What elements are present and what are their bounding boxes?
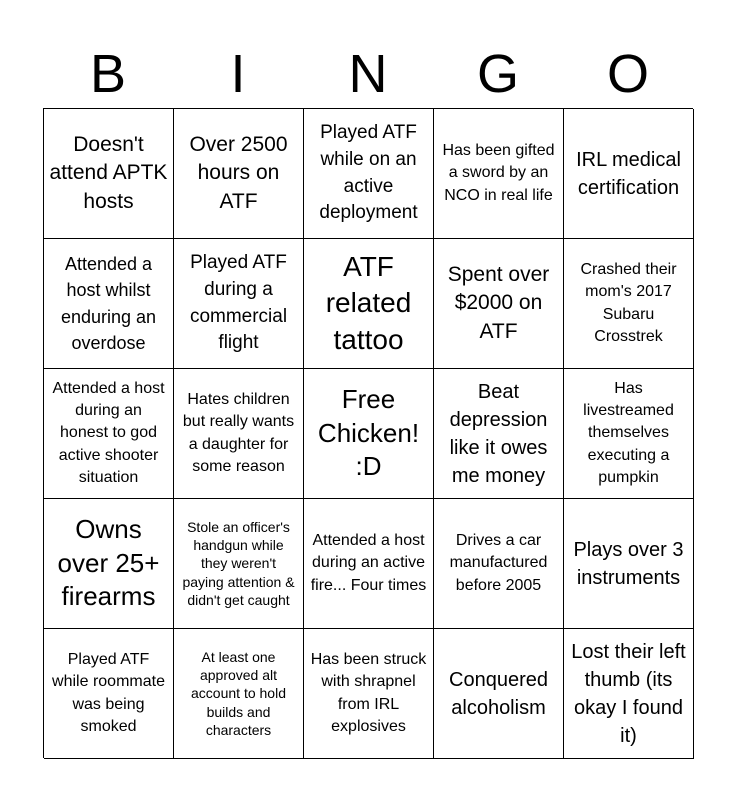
bingo-cell[interactable]: Played ATF while on an active deployment bbox=[304, 109, 434, 239]
bingo-cell[interactable]: Plays over 3 instruments bbox=[564, 499, 694, 629]
bingo-cell[interactable]: Doesn't attend APTK hosts bbox=[44, 109, 174, 239]
bingo-cell[interactable]: Free Chicken! :D bbox=[304, 369, 434, 499]
bingo-cell[interactable]: Beat depression like it owes me money bbox=[434, 369, 564, 499]
bingo-cell[interactable]: ATF related tattoo bbox=[304, 239, 434, 369]
bingo-header bbox=[43, 40, 693, 108]
bingo-cell[interactable]: At least one approved alt account to hold builds and characters bbox=[174, 629, 304, 759]
bingo-cell[interactable]: Has been gifted a sword by an NCO in real life bbox=[434, 109, 564, 239]
header-letter-n: N bbox=[348, 44, 388, 104]
bingo-cell[interactable]: Over 2500 hours on ATF bbox=[174, 109, 304, 239]
bingo-cell[interactable]: Attended a host during an active fire... Four times bbox=[304, 499, 434, 629]
bingo-cell[interactable]: Crashed their mom's 2017 Subaru Crosstrek bbox=[564, 239, 694, 369]
bingo-cell[interactable]: Has been struck with shrapnel from IRL explosives bbox=[304, 629, 434, 759]
header-letter-b: B bbox=[89, 44, 127, 104]
header-letter-i: I bbox=[230, 44, 246, 104]
bingo-cell[interactable]: Conquered alcoholism bbox=[434, 629, 564, 759]
bingo-cell[interactable]: Hates children but really wants a daughter for some reason bbox=[174, 369, 304, 499]
bingo-cell[interactable]: Lost their left thumb (its okay I found it) bbox=[564, 629, 694, 759]
bingo-cell[interactable]: IRL medical certification bbox=[564, 109, 694, 239]
header-letter-o: O bbox=[606, 44, 649, 104]
bingo-cell[interactable]: Played ATF while roommate was being smoked bbox=[44, 629, 174, 759]
bingo-cell[interactable]: Drives a car manufactured before 2005 bbox=[434, 499, 564, 629]
bingo-cell[interactable]: Spent over $2000 on ATF bbox=[434, 239, 564, 369]
bingo-cell[interactable]: Attended a host whilst enduring an overdose bbox=[44, 239, 174, 369]
bingo-cell[interactable]: Owns over 25+ firearms bbox=[44, 499, 174, 629]
bingo-cell[interactable]: Attended a host during an honest to god active shooter situation bbox=[44, 369, 174, 499]
bingo-cell[interactable]: Stole an officer's handgun while they weren't paying attention & didn't get caught bbox=[174, 499, 304, 629]
bingo-cell[interactable]: Has livestreamed themselves executing a pumpkin bbox=[564, 369, 694, 499]
bingo-grid bbox=[43, 108, 693, 758]
header-letter-g: G bbox=[476, 44, 519, 104]
bingo-cell[interactable]: Played ATF during a commercial flight bbox=[174, 239, 304, 369]
